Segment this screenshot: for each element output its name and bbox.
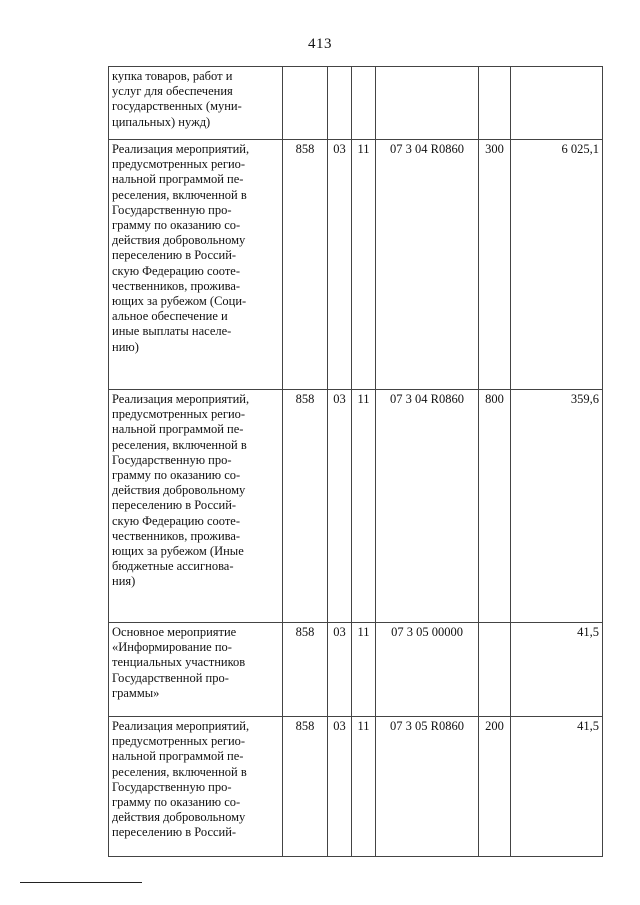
section-code-cell: 03 — [328, 390, 352, 623]
subsection-code-cell: 11 — [352, 390, 376, 623]
expense-type-cell: 200 — [479, 717, 511, 857]
expense-type-cell — [479, 623, 511, 717]
target-article-cell: 07 3 04 R0860 — [376, 140, 479, 390]
table-row — [109, 717, 603, 857]
table-row — [109, 140, 603, 390]
subsection-code-cell: 11 — [352, 140, 376, 390]
expense-type-cell — [479, 67, 511, 140]
ministry-code-cell: 858 — [283, 390, 328, 623]
subsection-code-cell: 11 — [352, 717, 376, 857]
ministry-code-cell: 858 — [283, 717, 328, 857]
subsection-code-cell: 11 — [352, 623, 376, 717]
section-code-cell — [328, 67, 352, 140]
target-article-cell: 07 3 05 00000 — [376, 623, 479, 717]
ministry-code-cell: 858 — [283, 140, 328, 390]
target-article-cell: 07 3 05 R0860 — [376, 717, 479, 857]
table-row — [109, 67, 603, 140]
row-name-cell: Реализация мероприятий, предусмотренных регио- нальной программой пе- реселения, включенной в Государственную про- грамму по оказанию со- действия добровольному переселению в Россий- — [109, 717, 283, 857]
page-number: 413 — [308, 36, 332, 52]
ministry-code-cell — [283, 67, 328, 140]
row-name-cell: Реализация мероприятий, предусмотренных регио- нальной программой пе- реселения, включенной в Государственную про- грамму по оказанию со- действия добровольному переселению в Россий- скую Федерацию сооте- чественников, прожива- ющих за рубежом (Иные бюджетные ассигнова- ния) — [109, 390, 283, 623]
subsection-code-cell — [352, 67, 376, 140]
row-name-cell: Основное мероприятие «Информирование по- тенциальных участников Государственной про- граммы» — [109, 623, 283, 717]
section-code-cell: 03 — [328, 140, 352, 390]
row-name-cell: Реализация мероприятий, предусмотренных регио- нальной программой пе- реселения, включенной в Государственную про- грамму по оказанию со- действия добровольному переселению в Россий- скую Федерацию сооте- чественников, прожива- ющих за рубежом (Соци- альное обеспечение и иные выплаты населе- нию) — [109, 140, 283, 390]
amount-cell: 359,6 — [511, 390, 603, 623]
section-code-cell: 03 — [328, 623, 352, 717]
expense-type-cell: 800 — [479, 390, 511, 623]
table-row — [109, 390, 603, 623]
amount-cell: 41,5 — [511, 623, 603, 717]
expense-type-cell: 300 — [479, 140, 511, 390]
budget-table — [108, 66, 603, 857]
row-name-cell: купка товаров, работ и услуг для обеспечения государственных (муни- ципальных) нужд) — [109, 67, 283, 140]
section-code-cell: 03 — [328, 717, 352, 857]
target-article-cell: 07 3 04 R0860 — [376, 390, 479, 623]
amount-cell: 41,5 — [511, 717, 603, 857]
ministry-code-cell: 858 — [283, 623, 328, 717]
amount-cell — [511, 67, 603, 140]
table-row — [109, 623, 603, 717]
amount-cell: 6 025,1 — [511, 140, 603, 390]
target-article-cell — [376, 67, 479, 140]
footnote-divider — [20, 882, 142, 883]
